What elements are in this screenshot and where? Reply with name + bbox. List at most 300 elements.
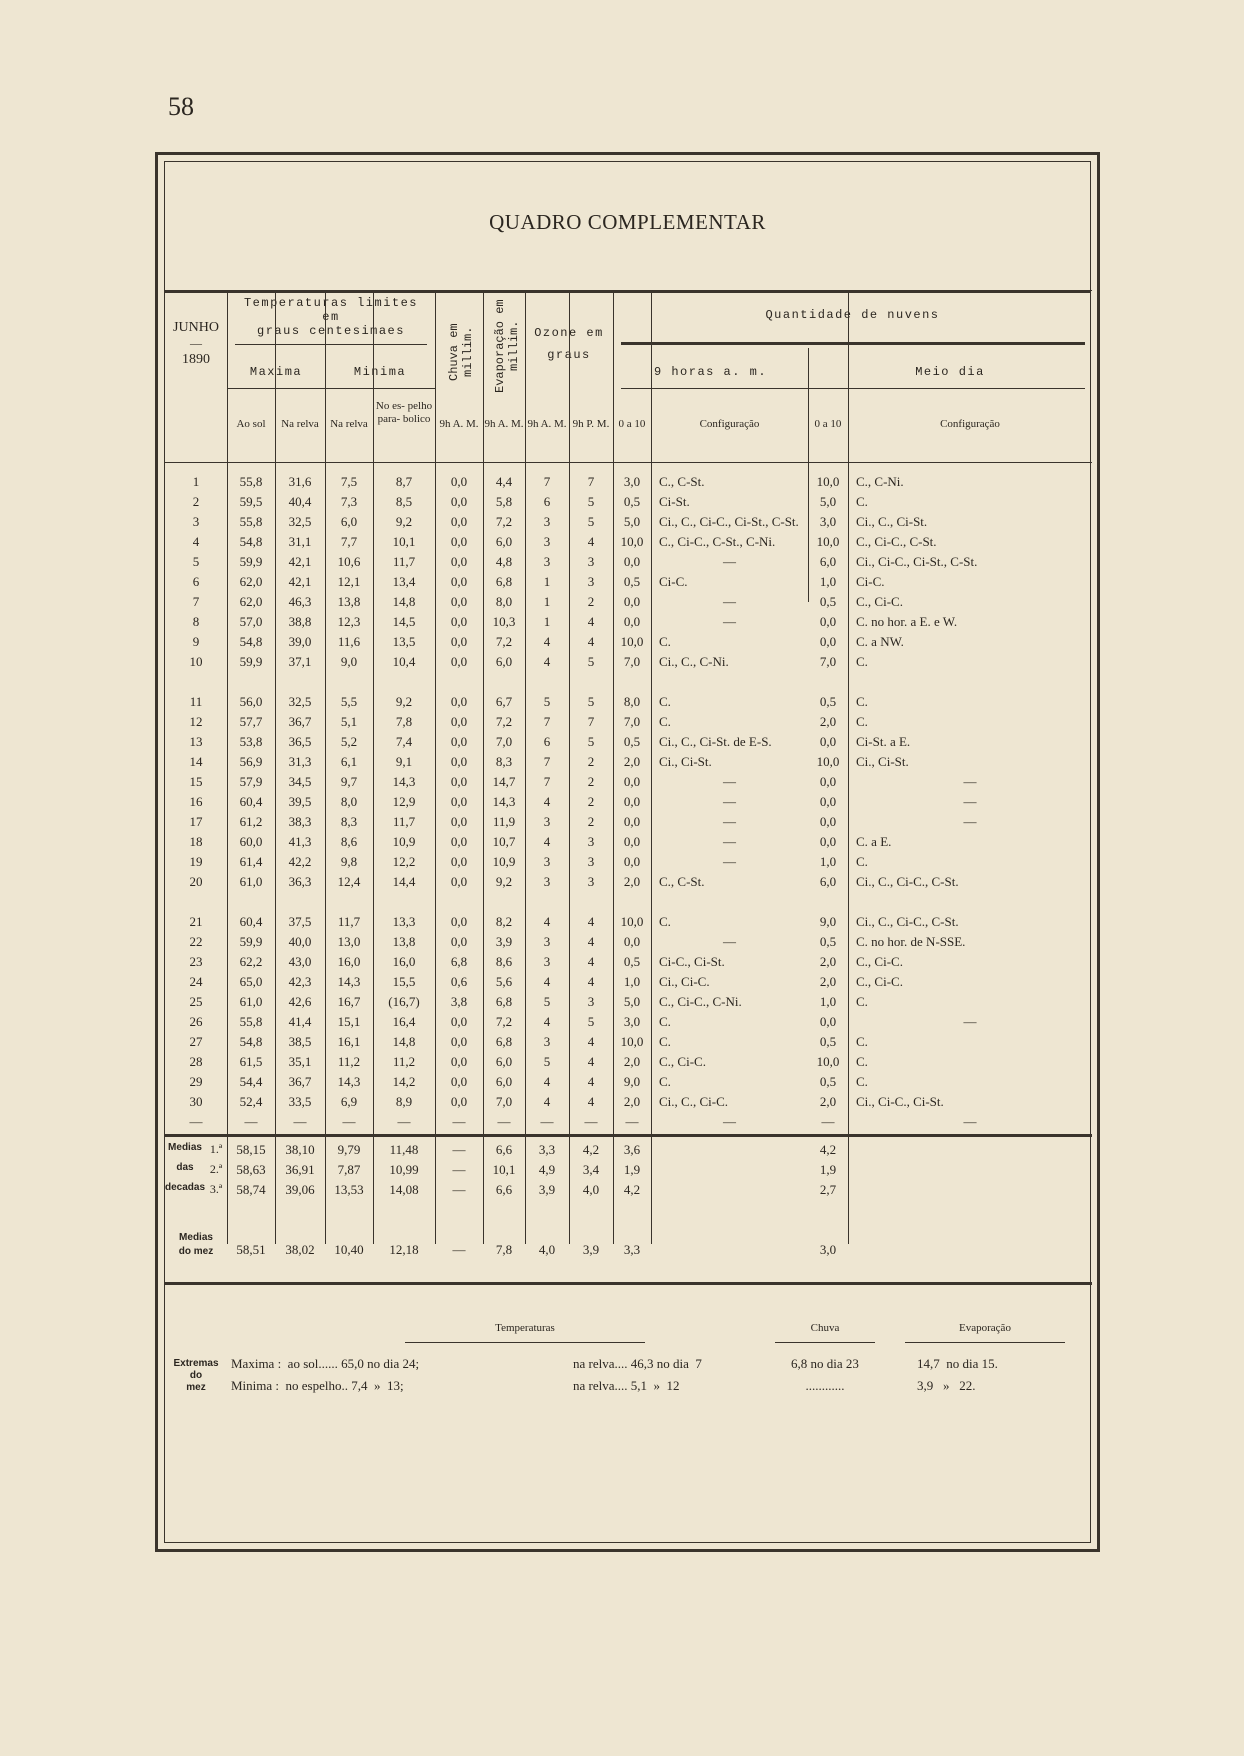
evap-value: 7,0 <box>495 734 513 749</box>
evap-value: 6,7 <box>495 694 513 709</box>
max-ao-sol: 61,2 <box>239 814 263 829</box>
max-ao-sol: 53,8 <box>239 734 263 749</box>
extremas-do-label: do <box>189 1370 203 1381</box>
decada-o-am: 3,9 <box>538 1182 556 1197</box>
config-md-value: — <box>963 794 977 809</box>
nuvens-md-value: 1,0 <box>819 854 837 869</box>
day-number: 15 <box>189 774 203 789</box>
day-number: 1 <box>192 474 200 489</box>
empty-dash: — <box>293 1114 307 1129</box>
max-ao-sol: 55,8 <box>239 474 263 489</box>
config-9h-value: Ci., Ci-St. <box>659 754 712 769</box>
ozone-am-value: 5 <box>543 1054 551 1069</box>
min-na-relva: 10,6 <box>337 554 361 569</box>
max-na-relva: 31,3 <box>288 754 312 769</box>
column-divider <box>651 290 652 1244</box>
ozone-am-value: 3 <box>543 534 551 549</box>
chuva-value: 0,0 <box>450 554 468 569</box>
chuva-header: Chuva em millim. <box>447 323 475 381</box>
max-na-relva: 41,3 <box>288 834 312 849</box>
chuva-value: 0,0 <box>450 1074 468 1089</box>
decada-sol: 58,15 <box>236 1142 266 1157</box>
ozone-pm-value: 3 <box>587 574 595 589</box>
max-ao-sol: 59,9 <box>239 554 263 569</box>
max-ao-sol: 62,2 <box>239 954 263 969</box>
day-number: 30 <box>189 1094 203 1109</box>
max-ao-sol: 61,5 <box>239 1054 263 1069</box>
min-no-espelho: 8,5 <box>395 494 413 509</box>
max-na-relva: 41,4 <box>288 1014 312 1029</box>
max-ao-sol: 65,0 <box>239 974 263 989</box>
decada-sol: 58,74 <box>236 1182 266 1197</box>
evap-value: 6,0 <box>495 534 513 549</box>
nuvens-md-value: 0,0 <box>819 1014 837 1029</box>
month-label: JUNHO <box>173 320 219 335</box>
mez-sol: 58,51 <box>236 1242 266 1257</box>
chuva-value: 0,0 <box>450 874 468 889</box>
nuvens-9h-value: 7,0 <box>623 654 641 669</box>
mez-o-am: 4,0 <box>538 1242 556 1257</box>
extremas-minima-relva: na relva.... 5,1 » 12 <box>573 1378 680 1393</box>
day-number: 8 <box>192 614 200 629</box>
empty-dash: — <box>189 1114 203 1129</box>
nuvens-9h-value: 0,5 <box>623 494 641 509</box>
nuvens-9h-value: 0,0 <box>623 554 641 569</box>
max-ao-sol: 59,9 <box>239 934 263 949</box>
day-number: 12 <box>189 714 203 729</box>
chuva-value: 0,0 <box>450 734 468 749</box>
chuva-time-header: 9h A. M. <box>439 418 479 430</box>
evap-value: 4,8 <box>495 554 513 569</box>
ozone-pm-value: 4 <box>587 914 595 929</box>
min-no-espelho: 9,2 <box>395 514 413 529</box>
max-na-relva: 37,1 <box>288 654 312 669</box>
config-md-value: Ci., C., Ci-C., C-St. <box>856 874 959 889</box>
evap-value: 8,0 <box>495 594 513 609</box>
mez-chuva: — <box>452 1242 466 1257</box>
config-9h-value: — <box>723 834 736 849</box>
min-no-espelho: 13,4 <box>392 574 416 589</box>
chuva-value: 0,0 <box>450 574 468 589</box>
nuvens-9h-value: 0,0 <box>623 794 641 809</box>
ozone-pm-value: 5 <box>587 734 595 749</box>
day-number: 3 <box>192 514 200 529</box>
max-ao-sol: 59,9 <box>239 654 263 669</box>
evap-value: 10,9 <box>492 854 516 869</box>
chuva-value: 0,0 <box>450 1034 468 1049</box>
ozone-pm-value: 4 <box>587 1094 595 1109</box>
max-na-relva: 42,3 <box>288 974 312 989</box>
evap-value: 8,2 <box>495 914 513 929</box>
evap-value: 4,4 <box>495 474 513 489</box>
min-na-relva: 16,0 <box>337 954 361 969</box>
nuvens-md-value: 2,0 <box>819 974 837 989</box>
config-md-value: — <box>963 774 977 789</box>
min-no-espelho: 13,5 <box>392 634 416 649</box>
max-na-relva: 32,5 <box>288 514 312 529</box>
config-9h-value: — <box>723 814 736 829</box>
max-na-relva: 34,5 <box>288 774 312 789</box>
config-9h-header: Configuração <box>699 418 760 430</box>
ozone-am-value: 7 <box>543 774 551 789</box>
config-9h-value: Ci-St. <box>659 494 690 509</box>
min-no-espelho: 11,7 <box>392 554 416 569</box>
day-number: 5 <box>192 554 200 569</box>
chuva-value: 3,8 <box>450 994 468 1009</box>
decada-esp: 10,99 <box>389 1162 419 1177</box>
ozone-am-value: 3 <box>543 514 551 529</box>
chuva-value: 0,0 <box>450 1094 468 1109</box>
max-na-relva: 46,3 <box>288 594 312 609</box>
config-md-value: C., C-Ni. <box>856 474 904 489</box>
page-title: QUADRO COMPLEMENTAR <box>489 210 766 234</box>
temp-header-underline <box>405 1342 645 1343</box>
max-na-relva: 42,2 <box>288 854 312 869</box>
extremas-maxima-relva: na relva.... 46,3 no dia 7 <box>573 1356 702 1371</box>
day-number: 14 <box>189 754 203 769</box>
decada-n9: 4,2 <box>623 1182 641 1197</box>
ozone-am-value: 3 <box>543 874 551 889</box>
nuvens-md-value: 7,0 <box>819 654 837 669</box>
min-no-espelho: 14,2 <box>392 1074 416 1089</box>
max-ao-sol: 61,0 <box>239 994 263 1009</box>
max-na-relva: 33,5 <box>288 1094 312 1109</box>
evap-value: 7,2 <box>495 514 513 529</box>
min-na-relva: 7,5 <box>340 474 358 489</box>
min-no-espelho: 10,4 <box>392 654 416 669</box>
min-na-relva: 12,3 <box>337 614 361 629</box>
ozone-pm-value: 2 <box>587 774 595 789</box>
nove-horas-header: 9 horas a. m. <box>653 365 768 379</box>
min-na-relva: 7,7 <box>340 534 358 549</box>
ozone-am-value: 3 <box>543 854 551 869</box>
min-no-espelho: 11,2 <box>392 1054 416 1069</box>
min-no-espelho: 8,7 <box>395 474 413 489</box>
mez-relva: 38,02 <box>285 1242 315 1257</box>
na-relva-min-header: Na relva <box>330 418 368 430</box>
config-9h-value: C., C-St. <box>659 474 705 489</box>
decada-o-am: 3,3 <box>538 1142 556 1157</box>
decada-chuva: — <box>452 1182 466 1197</box>
max-ao-sol: 57,9 <box>239 774 263 789</box>
min-no-espelho: 8,9 <box>395 1094 413 1109</box>
mez-esp: 12,18 <box>389 1242 419 1257</box>
mez-o-pm: 3,9 <box>582 1242 600 1257</box>
decada-chuva: — <box>452 1142 466 1157</box>
nuvens-md-value: 0,0 <box>819 814 837 829</box>
decada-number: 3.ª <box>209 1182 223 1196</box>
min-na-relva: 12,1 <box>337 574 361 589</box>
config-9h-value: Ci., C., Ci-St. de E-S. <box>659 734 772 749</box>
max-ao-sol: 62,0 <box>239 594 263 609</box>
nuvens-md-value: 2,0 <box>819 714 837 729</box>
decada-nrelva: 9,79 <box>337 1142 361 1157</box>
empty-dash: — <box>497 1114 511 1129</box>
config-md-value: C. <box>856 1074 868 1089</box>
config-9h-value: C. <box>659 914 671 929</box>
max-ao-sol: 52,4 <box>239 1094 263 1109</box>
row-divider <box>165 290 1092 291</box>
extremas-chuva-header: Chuva <box>810 1322 840 1334</box>
config-md-value: Ci., Ci-C., Ci-St. <box>856 1094 944 1109</box>
chuva-value: 0,0 <box>450 934 468 949</box>
chuva-value: 0,0 <box>450 534 468 549</box>
evap-value: 8,6 <box>495 954 513 969</box>
medias-label: Medias <box>168 1142 202 1153</box>
evap-value: 3,9 <box>495 934 513 949</box>
max-ao-sol: 55,8 <box>239 514 263 529</box>
max-ao-sol: 60,4 <box>239 914 263 929</box>
nuvens-md-value: 2,0 <box>819 1094 837 1109</box>
min-na-relva: 8,6 <box>340 834 358 849</box>
max-na-relva: 38,3 <box>288 814 312 829</box>
nuvens-md-value: 10,0 <box>816 1054 840 1069</box>
evap-value: 10,7 <box>492 834 516 849</box>
evap-value: 7,2 <box>495 1014 513 1029</box>
config-md-value: C. a E. <box>856 834 892 849</box>
max-ao-sol: 56,0 <box>239 694 263 709</box>
ozone-pm-value: 3 <box>587 554 595 569</box>
chuva-value: 0,0 <box>450 474 468 489</box>
ozone-pm-value: 4 <box>587 634 595 649</box>
nuvens-9h-value: 0,0 <box>623 774 641 789</box>
config-md-value: C. a NW. <box>856 634 904 649</box>
config-9h-value: — <box>723 794 736 809</box>
day-number: 24 <box>189 974 203 989</box>
day-number: 7 <box>192 594 200 609</box>
nuvens-9h-value: 3,0 <box>623 1014 641 1029</box>
min-no-espelho: 14,4 <box>392 874 416 889</box>
table-frame <box>155 152 1100 1552</box>
decada-evap: 6,6 <box>495 1142 513 1157</box>
max-ao-sol: 61,4 <box>239 854 263 869</box>
nuvens-9h-scale-header: 0 a 10 <box>618 418 646 430</box>
nuvens-md-value: 1,0 <box>819 994 837 1009</box>
nuvens-9h-value: 2,0 <box>623 1094 641 1109</box>
nuvens-9h-value: 10,0 <box>620 634 644 649</box>
table-inner-frame <box>164 161 1091 1543</box>
day-number: 6 <box>192 574 200 589</box>
nuvens-md-value: 1,0 <box>819 574 837 589</box>
ozone-pm-value: 7 <box>587 474 595 489</box>
evap-value: 10,3 <box>492 614 516 629</box>
ozone-pm-value: 2 <box>587 794 595 809</box>
ozone-am-value: 4 <box>543 1094 551 1109</box>
max-na-relva: 38,5 <box>288 1034 312 1049</box>
nuvens-md-value: 2,0 <box>819 954 837 969</box>
ozone-am-value: 3 <box>543 954 551 969</box>
config-md-value: C. <box>856 994 868 1009</box>
nuvens-md-value: 9,0 <box>819 914 837 929</box>
mez-n9: 3,3 <box>623 1242 641 1257</box>
config-md-value: Ci., C., Ci-St. <box>856 514 928 529</box>
ozone-pm-value: 3 <box>587 854 595 869</box>
decada-o-pm: 3,4 <box>582 1162 600 1177</box>
nuvens-md-value: 0,5 <box>819 1034 837 1049</box>
min-na-relva: 9,8 <box>340 854 358 869</box>
max-na-relva: 40,4 <box>288 494 312 509</box>
max-na-relva: 42,6 <box>288 994 312 1009</box>
empty-dash: — <box>584 1114 598 1129</box>
min-no-espelho: 14,5 <box>392 614 416 629</box>
ozone-pm-value: 4 <box>587 954 595 969</box>
nuvens-md-value: 10,0 <box>816 474 840 489</box>
max-ao-sol: 54,8 <box>239 634 263 649</box>
meio-dia-header: Meio dia <box>915 365 985 379</box>
ozone-pm-value: 2 <box>587 594 595 609</box>
medias-mez-label: Medias <box>179 1232 213 1243</box>
nuvens-9h-value: 0,5 <box>623 574 641 589</box>
das-label: das <box>176 1162 194 1173</box>
extremas-evap-min: 3,9 » 22. <box>917 1378 976 1393</box>
config-md-value: Ci., C., Ci-C., C-St. <box>856 914 959 929</box>
ozone-am-value: 3 <box>543 934 551 949</box>
extremas-mez-label: mez <box>186 1382 206 1393</box>
nuvens-9h-value: 10,0 <box>620 914 644 929</box>
day-number: 23 <box>189 954 203 969</box>
min-na-relva: 13,8 <box>337 594 361 609</box>
nuvens-9h-value: 3,0 <box>623 474 641 489</box>
nuvens-9h-value: 0,0 <box>623 814 641 829</box>
day-number: 4 <box>192 534 200 549</box>
extremas-label: Extremas <box>173 1358 219 1369</box>
ozone-pm-value: 4 <box>587 534 595 549</box>
ozone-am-value: 7 <box>543 754 551 769</box>
nuvens-9h-value: 0,0 <box>623 934 641 949</box>
config-9h-value: C. <box>659 1074 671 1089</box>
decada-number: 1.ª <box>209 1142 223 1156</box>
ao-sol-header: Ao sol <box>236 418 266 430</box>
nuvens-9h-value: 1,0 <box>623 974 641 989</box>
max-na-relva: 38,8 <box>288 614 312 629</box>
decada-nrelva: 7,87 <box>337 1162 361 1177</box>
chuva-value: 0,0 <box>450 834 468 849</box>
config-9h-value: C. <box>659 694 671 709</box>
day-number: 2 <box>192 494 200 509</box>
config-9h-value: C. <box>659 1014 671 1029</box>
chuva-value: 0,0 <box>450 794 468 809</box>
day-number: 18 <box>189 834 203 849</box>
config-9h-value: Ci., Ci-C. <box>659 974 710 989</box>
chuva-value: 0,0 <box>450 514 468 529</box>
decada-relva: 36,91 <box>285 1162 315 1177</box>
day-number: 17 <box>189 814 203 829</box>
min-na-relva: 13,0 <box>337 934 361 949</box>
config-md-value: — <box>963 1014 977 1029</box>
config-9h-value: — <box>723 934 736 949</box>
nuvens-9h-value: 7,0 <box>623 714 641 729</box>
min-no-espelho: 12,9 <box>392 794 416 809</box>
max-ao-sol: 62,0 <box>239 574 263 589</box>
day-number: 19 <box>189 854 203 869</box>
min-no-espelho: 13,8 <box>392 934 416 949</box>
medias-top-divider <box>165 1134 1092 1137</box>
config-9h-value: — <box>723 554 736 569</box>
config-md-value: C. <box>856 694 868 709</box>
mez-evap: 7,8 <box>495 1242 513 1257</box>
config-md-value: Ci., Ci-C., Ci-St., C-St. <box>856 554 978 569</box>
ozone-am-value: 3 <box>543 1034 551 1049</box>
day-number: 28 <box>189 1054 203 1069</box>
ozone-am-value: 6 <box>543 734 551 749</box>
min-no-espelho: 7,4 <box>395 734 413 749</box>
chuva-value: 0,0 <box>450 914 468 929</box>
ozone-am-value: 4 <box>543 654 551 669</box>
max-na-relva: 40,0 <box>288 934 312 949</box>
mez-nrelva: 10,40 <box>334 1242 364 1257</box>
min-no-espelho: 9,1 <box>395 754 413 769</box>
evap-header: Evaporação em millim. <box>493 299 521 393</box>
ozone-am-value: 4 <box>543 1074 551 1089</box>
max-ao-sol: 57,7 <box>239 714 263 729</box>
ozone-am-value: 1 <box>543 574 551 589</box>
min-na-relva: 14,3 <box>337 1074 361 1089</box>
ozone-pm-value: 3 <box>587 834 595 849</box>
max-ao-sol: 55,8 <box>239 1014 263 1029</box>
day-number: 13 <box>189 734 203 749</box>
max-na-relva: 37,5 <box>288 914 312 929</box>
max-na-relva: 42,1 <box>288 554 312 569</box>
min-na-relva: 8,0 <box>340 794 358 809</box>
nuvens-md-value: 6,0 <box>819 554 837 569</box>
ozone-pm-value: 3 <box>587 994 595 1009</box>
ozone-pm-value: 7 <box>587 714 595 729</box>
max-na-relva: 36,5 <box>288 734 312 749</box>
max-ao-sol: 54,4 <box>239 1074 263 1089</box>
evap-value: 14,7 <box>492 774 516 789</box>
min-na-relva: 9,0 <box>340 654 358 669</box>
evap-value: 6,8 <box>495 994 513 1009</box>
nuvens-md-value: 0,0 <box>819 774 837 789</box>
day-number: 21 <box>189 914 203 929</box>
evap-value: 11,9 <box>492 814 516 829</box>
evap-value: 8,3 <box>495 754 513 769</box>
evap-value: 7,2 <box>495 634 513 649</box>
chuva-value: 0,0 <box>450 854 468 869</box>
decada-evap: 10,1 <box>492 1162 516 1177</box>
nuvens-md-value: 0,0 <box>819 734 837 749</box>
min-no-espelho: (16,7) <box>388 994 420 1009</box>
max-na-relva: 39,0 <box>288 634 312 649</box>
empty-dash: — <box>342 1114 356 1129</box>
nuvens-header: Quantidade de nuvens <box>765 308 940 322</box>
nuvens-md-scale-header: 0 a 10 <box>814 418 842 430</box>
nuvens-9h-value: 8,0 <box>623 694 641 709</box>
maxima-header: Maxima <box>249 365 303 379</box>
year-label: 1890 <box>182 352 210 367</box>
decada-sol: 58,63 <box>236 1162 266 1177</box>
max-na-relva: 35,1 <box>288 1054 312 1069</box>
config-md-value: C. no hor. a E. e W. <box>856 614 958 629</box>
nuvens-md-value: 0,0 <box>819 634 837 649</box>
evap-header-underline <box>905 1342 1065 1343</box>
evap-value: 7,0 <box>495 1094 513 1109</box>
min-no-espelho: 15,5 <box>392 974 416 989</box>
subgroup-underline <box>227 388 435 389</box>
chuva-value: 0,0 <box>450 494 468 509</box>
min-no-espelho: 7,8 <box>395 714 413 729</box>
month-dash: — <box>190 336 202 350</box>
ozone-am-header: 9h A. M. <box>527 418 567 430</box>
extremas-temp-header: Temperaturas <box>495 1322 555 1334</box>
min-no-espelho: 16,4 <box>392 1014 416 1029</box>
min-na-relva: 11,7 <box>337 914 361 929</box>
min-na-relva: 12,4 <box>337 874 361 889</box>
nuvens-9h-value: 5,0 <box>623 994 641 1009</box>
empty-dash: — <box>963 1114 977 1129</box>
decadas-label: decadas <box>165 1182 206 1193</box>
nuvens-md-value: 0,5 <box>819 694 837 709</box>
